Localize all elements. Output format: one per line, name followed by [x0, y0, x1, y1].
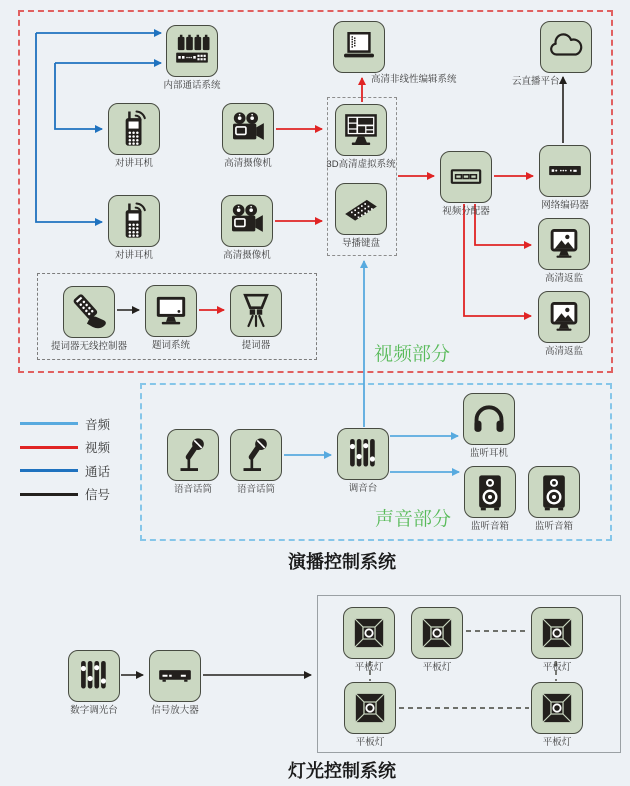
node-box [531, 607, 583, 659]
node-label: 平板灯 [422, 662, 452, 673]
splitter-icon [446, 157, 486, 197]
node-cloud-live-platform [540, 21, 592, 73]
node-label: 高清返监 [544, 273, 583, 284]
node-label: 提词器 [241, 340, 271, 351]
node-panel-light-3 [531, 607, 583, 673]
node-box [166, 25, 218, 77]
node-label: 题词系统 [151, 340, 190, 351]
node-monitor-speaker-2 [528, 466, 580, 532]
virtual-monitor-icon [341, 110, 381, 150]
node-label: 网络编码器 [541, 200, 589, 211]
node-nonlinear-editing [333, 21, 385, 73]
node-label: 3D高清虚拟系统 [326, 159, 396, 170]
node-box [145, 285, 197, 337]
legend-item-call [20, 459, 110, 483]
node-box [221, 195, 273, 247]
node-box [108, 103, 160, 155]
node-box [337, 428, 389, 480]
node-digital-dimmer [68, 650, 120, 716]
node-box [463, 393, 515, 445]
legend-line-video [20, 446, 78, 449]
node-label: 数字调光台 [70, 705, 118, 716]
node-label: 对讲耳机 [114, 250, 153, 261]
intercom-base-icon [172, 31, 212, 71]
node-label: 平板灯 [542, 737, 572, 748]
amplifier-icon [155, 656, 195, 696]
node-hd-return-monitor-1 [538, 218, 590, 284]
lighting-system-title: 灯光控制系统 [288, 761, 396, 781]
node-monitor-speaker-1 [464, 466, 516, 532]
node-label: 对讲耳机 [114, 158, 153, 169]
movie-camera-icon [228, 109, 268, 149]
panel-light-icon [537, 613, 577, 653]
node-prompter-remote [51, 286, 128, 352]
node-box [411, 607, 463, 659]
node-label: 监听音箱 [470, 521, 509, 532]
node-box [538, 218, 590, 270]
return-monitor-icon [544, 297, 584, 337]
laptop-icon [339, 27, 379, 67]
speaker-icon [470, 472, 510, 512]
node-label: 平板灯 [542, 662, 572, 673]
node-voice-mic-1 [167, 429, 219, 495]
node-hd-camera-1 [222, 103, 274, 169]
node-box [343, 607, 395, 659]
cloud-icon [546, 27, 586, 67]
node-label: 高清摄像机 [224, 158, 272, 169]
movie-camera-icon [227, 201, 267, 241]
node-label: 导播键盘 [341, 238, 380, 249]
node-box [539, 145, 591, 197]
legend-label: 音频 [85, 417, 111, 432]
node-label: 高清摄像机 [223, 250, 271, 261]
legend-line-call [20, 469, 78, 472]
keyboard-icon [341, 189, 381, 229]
node-box [464, 466, 516, 518]
node-network-encoder [539, 145, 591, 211]
node-label: 平板灯 [354, 662, 384, 673]
node-box [167, 429, 219, 481]
node-box [335, 183, 387, 235]
teleprompter-icon [236, 291, 276, 331]
legend-label: 视频 [85, 441, 111, 456]
node-box [230, 285, 282, 337]
remote-hand-icon [69, 292, 109, 332]
return-monitor-icon [544, 224, 584, 264]
node-intercom-headset-2 [108, 195, 160, 261]
node-label-nonlinear-editing: 高清非线性编辑系统 [371, 74, 457, 85]
legend-item-video [20, 436, 110, 460]
node-box [333, 21, 385, 73]
node-signal-amplifier [149, 650, 201, 716]
desktop-monitor-icon [151, 291, 191, 331]
node-label: 调音台 [348, 483, 378, 494]
panel-light-icon [537, 688, 577, 728]
node-voice-mic-2 [230, 429, 282, 495]
node-box [538, 291, 590, 343]
encoder-icon [545, 151, 585, 191]
node-teleprompter [230, 285, 282, 351]
legend-label: 信号 [85, 488, 111, 503]
legend-item-signal [20, 483, 110, 507]
node-box [230, 429, 282, 481]
node-label: 平板灯 [355, 737, 385, 748]
node-label: 语音话筒 [173, 484, 212, 495]
legend-line-signal [20, 493, 78, 496]
node-box [222, 103, 274, 155]
legend-line-audio [20, 422, 78, 425]
node-label: 语音话筒 [236, 484, 275, 495]
node-panel-light-5 [531, 682, 583, 748]
headphones-icon [469, 399, 509, 439]
node-intercom-headset-1 [108, 103, 160, 169]
studio-system-title: 演播控制系统 [288, 552, 396, 572]
legend-label: 通话 [85, 464, 111, 479]
microphone-icon [173, 435, 213, 475]
node-label-cloud-live-platform: 云直播平台 [512, 76, 560, 87]
node-label: 监听音箱 [534, 521, 573, 532]
node-label: 视频分配器 [442, 206, 490, 217]
node-label: 高清返监 [544, 346, 583, 357]
node-box [108, 195, 160, 247]
video-part-title: 视频部分 [374, 344, 451, 365]
fader-mixer-icon [74, 656, 114, 696]
node-label: 监听耳机 [469, 448, 508, 459]
node-3d-virtual-system [326, 104, 396, 170]
node-label: 信号放大器 [151, 705, 199, 716]
node-prompt-system [145, 285, 197, 351]
microphone-icon [236, 435, 276, 475]
node-panel-light-2 [411, 607, 463, 673]
node-label: 提词器无线控制器 [51, 341, 128, 352]
panel-light-icon [417, 613, 457, 653]
node-intercom-system [163, 25, 221, 91]
walkie-phone-icon [114, 201, 154, 241]
node-box [531, 682, 583, 734]
node-box [440, 151, 492, 203]
node-box [335, 104, 387, 156]
panel-light-icon [350, 688, 390, 728]
node-box [528, 466, 580, 518]
node-box [540, 21, 592, 73]
node-video-splitter [440, 151, 492, 217]
panel-light-icon [349, 613, 389, 653]
node-director-keyboard [335, 183, 387, 249]
walkie-phone-icon [114, 109, 154, 149]
node-box [149, 650, 201, 702]
fader-mixer-icon [343, 434, 383, 474]
node-box [68, 650, 120, 702]
node-box [63, 286, 115, 338]
node-box [344, 682, 396, 734]
legend [20, 412, 110, 506]
legend-item-audio [20, 412, 110, 436]
node-panel-light-4 [344, 682, 396, 748]
audio-part-title: 声音部分 [375, 509, 452, 530]
node-label: 内部通话系统 [163, 80, 221, 91]
speaker-icon [534, 472, 574, 512]
node-panel-light-1 [343, 607, 395, 673]
node-hd-return-monitor-2 [538, 291, 590, 357]
node-hd-camera-2 [221, 195, 273, 261]
node-monitor-headphones [463, 393, 515, 459]
node-audio-mixer [337, 428, 389, 494]
